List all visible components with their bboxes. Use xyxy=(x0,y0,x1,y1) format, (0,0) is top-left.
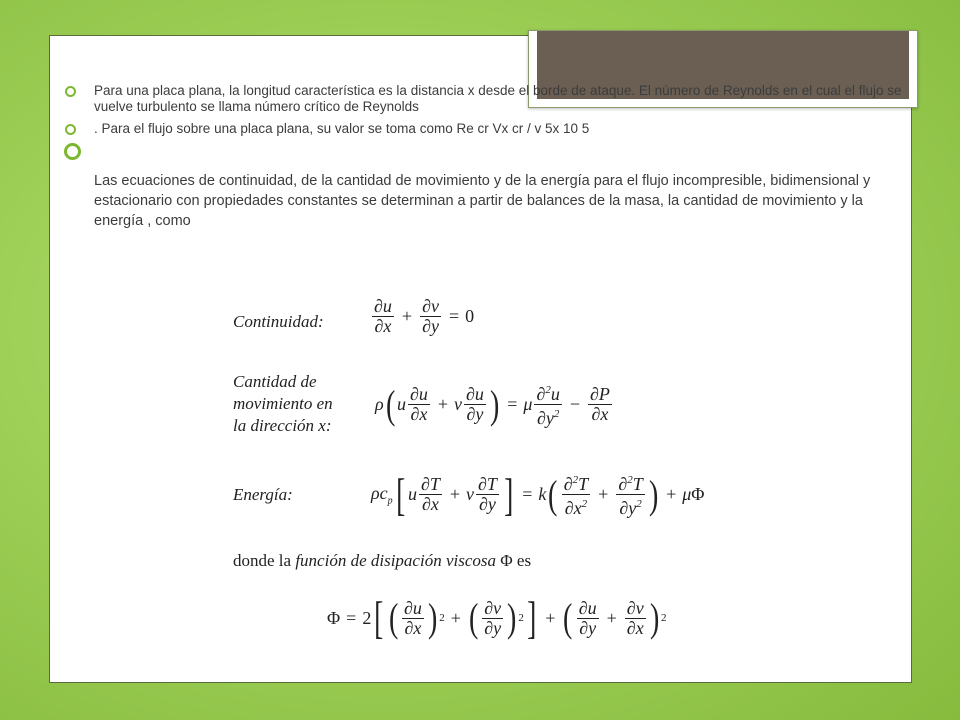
dissipation-text-italic: función de disipación viscosa xyxy=(295,551,496,570)
continuity-label: Continuidad: xyxy=(233,312,324,331)
bullet-list xyxy=(62,83,912,231)
dissipation-function-equation: Φ = 2 [ ( $\frac{\partial u}{\partial x}$ ) 2 + ( $\frac{\partial v}{\partial y}$ ) 2 ] + ( $\frac{\partial u}{\partial y}$ + $\frac{\partial v}{\partial x}$ ) 2 xyxy=(327,592,667,643)
dissipation-sentence xyxy=(233,551,531,571)
bullet-text: . Para el flujo sobre una placa plana, su valor se toma como Re cr Vx cr / v 5x 10 5 xyxy=(94,121,590,136)
bullet-ring-icon xyxy=(64,143,81,160)
bullet-item xyxy=(62,143,912,231)
momentum-equation: ρ ( u $\frac{\partial u}{\partial x}$ + v $\frac{\partial u}{\partial y}$ ) = μ $\frac{\partial^2u}{\partial y^2}$ − $\frac{\partial P}{\partial x}$ xyxy=(375,381,610,428)
momentum-label-line3: la dirección x: xyxy=(233,416,332,435)
bullet-text: Para una placa plana, la longitud característica es la distancia x desde el borde de ataque. El número de Reynolds en el cual el flujo se vuelve turbulento se llama número crítico de Reynolds xyxy=(94,83,902,114)
dissipation-text-part: Φ es xyxy=(500,551,532,570)
momentum-label-line2: movimiento en xyxy=(233,394,333,413)
energy-equation: $\rho c_p$ [ u $\frac{\partial T}{\partial x}$ + v $\frac{\partial T}{\partial y}$ ] = k ( $\frac{\partial^2T}{\partial x^2}$ + $\frac{\partial^2T}{\partial y^2}$ ) + μ Φ xyxy=(371,468,705,520)
bullet-item xyxy=(62,121,912,137)
continuity-equation: $\frac{\partial u}{\partial x}$ + $\frac{\partial v}{\partial y}$ = 0 xyxy=(374,296,475,336)
dissipation-text-part: donde la xyxy=(233,551,292,570)
bullet-ring-icon xyxy=(65,86,76,97)
momentum-label-line1: Cantidad de xyxy=(233,372,317,391)
bullet-item xyxy=(62,83,912,115)
bullet-ring-icon xyxy=(65,124,76,135)
equations-image xyxy=(225,285,745,655)
bullet-text: Las ecuaciones de continuidad, de la cantidad de movimiento y de la energía para el flujo incompresible, bidimensional y estacionario con propiedades constantes se determinan a partir de balances de la masa, la cantidad de movimiento y la energía , como xyxy=(94,173,871,229)
energy-label: Energía: xyxy=(233,485,293,504)
